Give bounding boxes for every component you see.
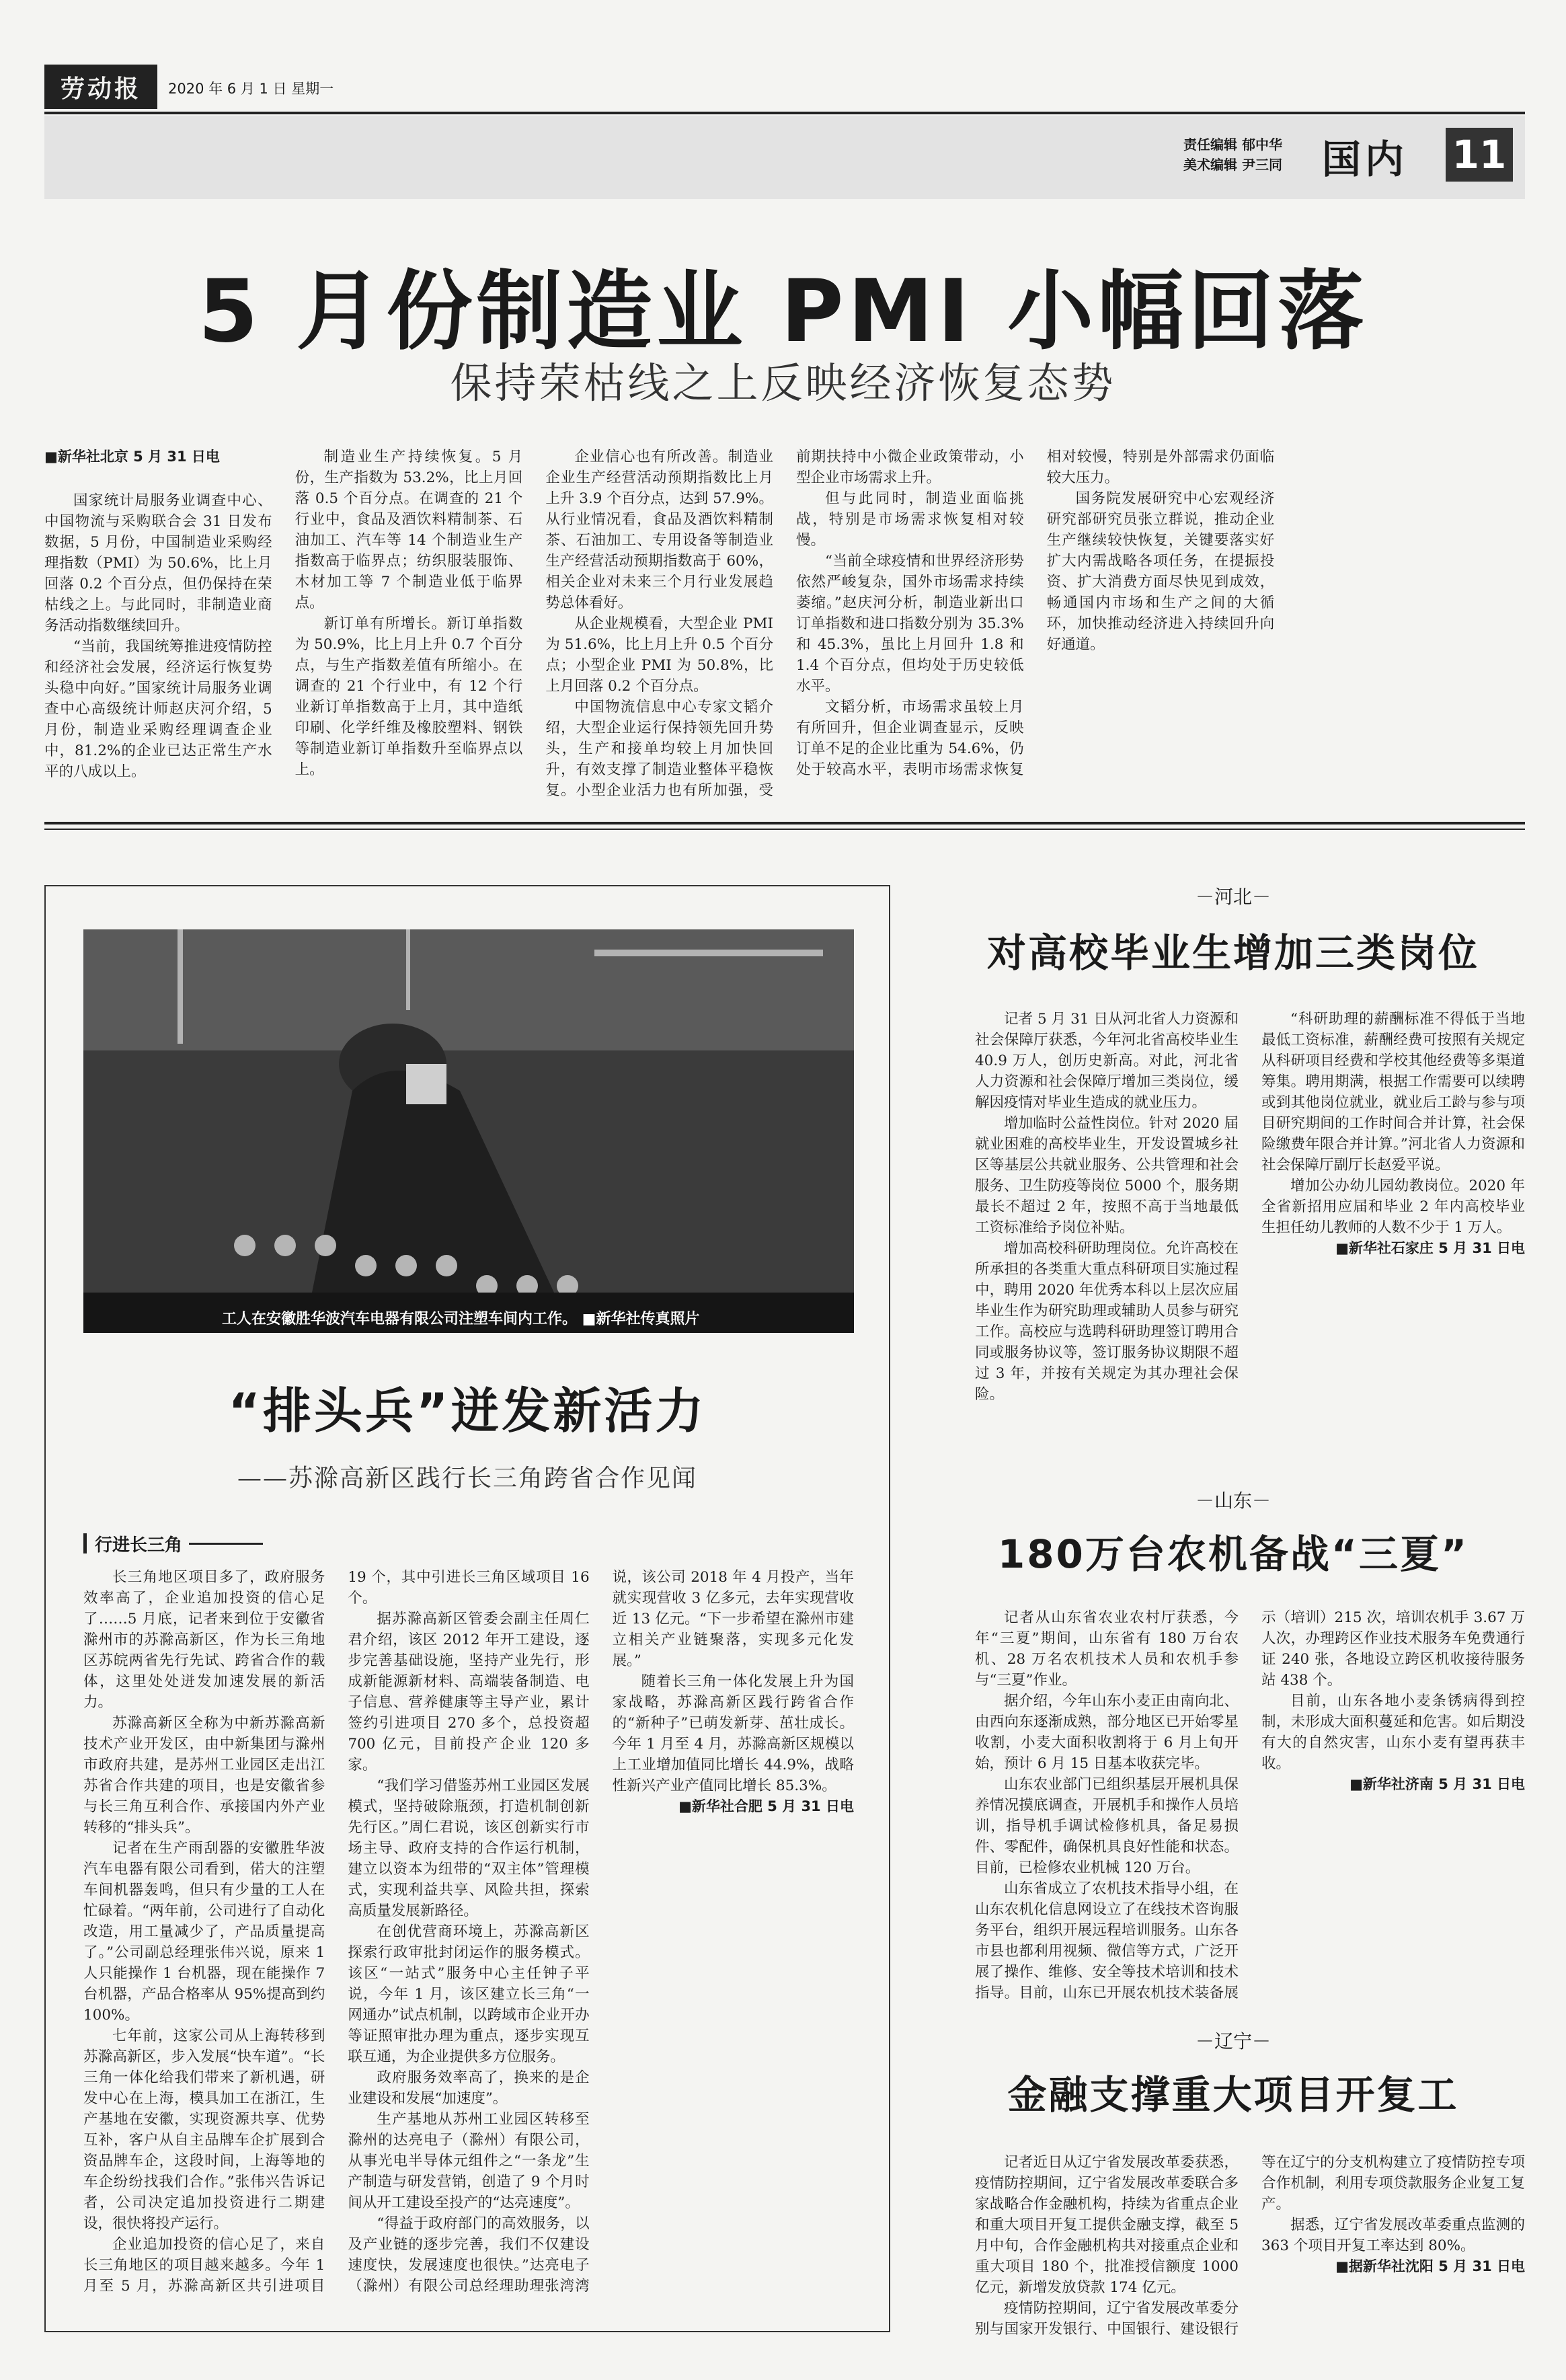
masthead-rule	[44, 112, 1525, 114]
feature-paragraph: 苏滁高新区全称为中新苏滁高新技术产业开发区，由中新集团与滁州市政府共建，是苏州工业园区走出江苏省合作共建的项目，也是安徽省参与长三角互利合作、承接国内外产业转移的“排头兵”。	[83, 1715, 325, 1836]
responsible-editor: 责任编辑 郁中华	[1183, 137, 1282, 153]
lead-article	[44, 447, 1525, 803]
hebei-paragraph: 记者 5 月 31 日从河北省人力资源和社会保障厅获悉，今年河北省高校毕业生 40.9 万人，创历史新高。对此，河北省人力资源和社会保障厅增加三类岗位，缓解因疫情对毕业生造成的就业压力。	[975, 1011, 1239, 1111]
feature-paragraph: 七年前，这家公司从上海转移到苏滁高新区，步入发展“快车道”。“长三角一体化给我们带来了新机遇，研发中心在上海，模具加工在浙江，生产基地在安徽，实现资源共享、优势互补，客户从自主品牌车企扩展到合资品牌车企，这段时间，上海等地的车企纷纷找我们合作。”张伟兴告诉记者，公司决定追加投资进行二期建设，很快将投产运行。	[83, 2028, 325, 2232]
shandong-dateline: ■新华社济南 5 月 31 日电	[1349, 1776, 1525, 1792]
lead-paragraph: 中国物流信息中心专家文韬介绍，大型企业运行保持领先回升势头，生产和接单均较上月加快回升，有效支撑了制造业整体平稳恢复。小型企业活力也有所加强，受前期扶持中小微企业政策带动，小型企业市场需求上升。	[545, 449, 1024, 799]
feature-paragraph: 政府服务效率高了，换来的是企业建设和发展“加速度”。	[348, 2069, 590, 2107]
lead-paragraph: 制造业生产持续恢复。5 月份，生产指数为 53.2%，比上月回落 0.5 个百分点。在调查的 21 个行业中，食品及酒饮料精制茶、石油加工、汽车等 14 个制造业生产指数高于临界点；纺织服装服饰、木材加工等 7 个制造业低于临界点。	[295, 449, 523, 611]
lead-headline: 5 月份制造业 PMI 小幅回落	[198, 262, 1368, 362]
art-editor: 美术编辑 尹三同	[1183, 157, 1282, 173]
feature-paragraph: 随着长三角一体化发展上升为国家战略，苏滁高新区践行跨省合作的“新种子”已萌发新芽、茁壮成长。今年 1 月至 4 月，苏滁高新区规模以上工业增加值同比增长 44.9%，战略性新兴产业产值同比增长 85.3%。	[612, 1673, 854, 1794]
feature-dateline: ■新华社合肥 5 月 31 日电	[678, 1798, 854, 1814]
tag-line	[189, 1543, 263, 1545]
shandong-article	[975, 1607, 1525, 2011]
liaoning-paragraph: 记者近日从辽宁省发展改革委获悉，疫情防控期间，辽宁省发展改革委联合多家战略合作金融机构，持续为省重点企业和重大项目开复工提供金融支撑，截至 5 月中旬，合作金融机构共对接重点企业和重大项目 180 个，批准授信额度 1000 亿元，新增发放贷款 174 亿元。	[975, 2154, 1239, 2296]
lead-paragraph: 企业信心也有所改善。制造业企业生产经营活动预期指数比上月上升 3.9 个百分点，达到 57.9%。从行业情况看，食品及酒饮料精制茶、石油加工、专用设备等制造业生产经营活动预期指数高于 60%，相关企业对未来三个月行业发展趋势总体看好。	[545, 449, 773, 611]
factory-worker-photo	[83, 929, 854, 1333]
region-label-hebei: －河北－	[1195, 886, 1271, 908]
liaoning-article	[975, 2152, 1525, 2354]
photo-illustration	[83, 929, 854, 1333]
shandong-paragraph: 目前，山东各地小麦条锈病得到控制，未形成大面积蔓延和危害。如后期没有大的自然灾害，山东小麦有望再获丰收。	[1261, 1693, 1525, 1772]
photo-caption: 工人在安徽胜华波汽车电器有限公司注塑车间内工作。 ■新华社传真照片	[222, 1311, 700, 1328]
shandong-paragraph: 记者从山东省农业农村厅获悉，今年“三夏”期间，山东省有 180 万台农机、28 万名农机技术人员和农机手参与“三夏”作业。	[975, 1609, 1239, 1689]
tag-bar	[83, 1533, 87, 1553]
liaoning-headline: 金融支撑重大项目开复工	[1007, 2072, 1459, 2118]
liaoning-paragraph: 疫情防控期间，辽宁省发展改革委分别与国家开发银行、中国银行、建设银行等在辽宁的分支机构建立了疫情防控专项合作机制，利用专项贷款服务企业复工复产。	[975, 2154, 1525, 2338]
shandong-paragraph: 山东省成立了农机技术指导小组，在山东农机化信息网设立了在线技术咨询服务平台，组织开展远程培训服务。山东各市县也都利用视频、微信等方式，广泛开展了操作、维修、安全等技术培训和技术指导。目前，山东已开展农机技术装备展示（培训）215 次，培训农机手 3.67 万人次，办理跨区作业技术服务车免费通行证 240 张，各地设立跨区机收接待服务站 438 个。	[975, 1609, 1525, 2001]
region-label-shandong: －山东－	[1195, 1490, 1271, 1512]
feature-article	[83, 1567, 854, 2307]
feature-paragraph: 企业追加投资的信心足了，来自长三角地区的项目越来越多。今年 1 月至 5 月，苏滁高新区共引进项目 19 个，其中引进长三角区域项目 16 个。	[83, 1569, 590, 2295]
lead-dateline: ■新华社北京 5 月 31 日电	[44, 449, 220, 465]
column-tag-label: 行进长三角	[95, 1535, 183, 1556]
lead-paragraph: 文韬分析，市场需求虽较上月有所回升，但企业调查显示，反映订单不足的企业比重为 54.6%，仍处于较高水平，表明市场需求恢复相对较慢，特别是外部需求仍面临较大压力。	[795, 449, 1275, 778]
liaoning-dateline: ■据新华社沈阳 5 月 31 日电	[1335, 2258, 1525, 2274]
region-label-liaoning: －辽宁－	[1195, 2030, 1271, 2052]
liaoning-paragraph: 据悉，辽宁省发展改革委重点监测的 363 个项目开复工率达到 80%。	[1261, 2217, 1525, 2254]
shandong-headline: 180万台农机备战“三夏”	[997, 1531, 1469, 1577]
hebei-dateline: ■新华社石家庄 5 月 31 日电	[1335, 1240, 1525, 1256]
page-number: 11	[1446, 128, 1513, 182]
section-divider-thin	[44, 829, 1525, 830]
hebei-article	[975, 1009, 1525, 1426]
lead-paragraph: “当前，我国统筹推进疫情防控和经济社会发展，经济运行恢复势头稳中向好。”国家统计局服务业调查中心高级统计师赵庆河介绍，5 月份，制造业采购经理调查企业中，81.2%的企业已达正常生产水平的八成以上。	[44, 638, 272, 780]
shandong-paragraph: 据介绍，今年山东小麦正由南向北、由西向东逐渐成熟，部分地区已开始零星收割，小麦大面积收割将于 6 月上旬开始，预计 6 月 15 日基本收获完毕。	[975, 1693, 1239, 1772]
feature-paragraph: “我们学习借鉴苏州工业园区发展模式，坚持破除瓶颈，打造机制创新先行区。”周仁君说，该区创新实行市场主导、政府支持的合作运行机制，建立以资本为纽带的“双主体”管理模式，实现利益共享、风险共担，探索高质量发展新路径。	[348, 1777, 590, 1919]
section-name: 国内	[1322, 137, 1409, 182]
lead-subhead: 保持荣枯线之上反映经济恢复态势	[450, 358, 1116, 408]
section-divider	[44, 822, 1525, 824]
shandong-paragraph: 山东农业部门已组织基层开展机具保养情况摸底调查，开展机手和操作人员培训，指导机手调试检修机具，备足易损件、零配件，确保机具良好性能和状态。目前，已检修农业机械 120 万台。	[975, 1776, 1239, 1876]
section-header-band	[44, 116, 1525, 199]
issue-date: 2020 年 6 月 1 日 星期一	[168, 81, 334, 97]
lead-paragraph: 但与此同时，制造业面临挑战，特别是市场需求恢复相对较慢。	[795, 490, 1024, 549]
lead-paragraph: 从企业规模看，大型企业 PMI 为 51.6%，比上月上升 0.5 个百分点；小型企业 PMI 为 50.8%，比上月回落 0.2 个百分点。	[545, 615, 773, 695]
hebei-paragraph: 增加高校科研助理岗位。允许高校在所承担的各类重大重点科研项目实施过程中，聘用 2020 年优秀本科以上层次应届毕业生作为研究助理或辅助人员参与研究工作。高校应与选聘科研助理签订聘用合同或服务协议等，签订服务协议期限不超过 3 年，并按有关规定为其办理社会保险。	[975, 1240, 1239, 1403]
feature-headline: “排头兵”迸发新活力	[228, 1383, 707, 1439]
hebei-headline: 对高校毕业生增加三类岗位	[986, 930, 1479, 976]
lead-paragraph: 新订单有所增长。新订单指数为 50.9%，比上月上升 0.7 个百分点，与生产指数差值有所缩小。在调查的 21 个行业中，有 12 个行业新订单指数高于上月，其中造纸印刷、化学纤维及橡胶塑料、钢铁等制造业新订单指数升至临界点以上。	[295, 615, 523, 778]
column-tag	[83, 1531, 292, 1556]
lead-paragraph: 国家统计局服务业调查中心、中国物流与采购联合会 31 日发布数据，5 月份，中国制造业采购经理指数（PMI）为 50.6%，比上月回落 0.2 个百分点，但仍保持在荣枯线之上。与此同时，非制造业商务活动指数继续回升。	[44, 492, 272, 634]
feature-paragraph: “得益于政府部门的高效服务，以及产业链的逐步完善，我们不仅建设速度快，发展速度也很快。”达亮电子（滁州）有限公司总经理助理张湾湾说，该公司 2018 年 4 月投产，当年就实现营收 3 亿多元，去年实现营收近 13 亿元。“下一步希望在滁州市建立相关产业链聚落，实现多元化发展。”	[348, 1569, 854, 2295]
feature-paragraph: 生产基地从苏州工业园区转移至滁州的达亮电子（滁州）有限公司，从事光电半导体元组件之“一条龙”生产制造与研发营销，创造了 9 个月时间从开工建设至投产的“达亮速度”。	[348, 2111, 590, 2211]
feature-paragraph: 长三角地区项目多了，政府服务效率高了，企业追加投资的信心足了……5 月底，记者来到位于安徽省滁州市的苏滁高新区，作为长三角地区苏皖两省先行先试、跨省合作的载体，这里处处迸发加速发展的新活力。	[83, 1569, 325, 1711]
hebei-paragraph: 增加临时公益性岗位。针对 2020 届就业困难的高校毕业生，开发设置城乡社区等基层公共就业服务、公共管理和社会服务、卫生防疫等岗位 5000 个，服务期最长不超过 2 年，按照不高于当地最低工资标准给予岗位补贴。	[975, 1115, 1239, 1236]
lead-paragraph: 国务院发展研究中心宏观经济研究部研究员张立群说，推动企业生产继续较快恢复，关键要落实好扩大内需战略各项任务，在提振投资、扩大消费方面尽快见到成效，畅通国内市场和生产之间的大循环，加快推动经济进入持续回升向好通道。	[1046, 490, 1275, 653]
feature-paragraph: 记者在生产雨刮器的安徽胜华波汽车电器有限公司看到，偌大的注塑车间机器轰鸣，但只有少量的工人在忙碌着。“两年前，公司进行了自动化改造，用工量减少了，产品质量提高了。”公司副总经理张伟兴说，原来 1 人只能操作 1 台机器，现在能操作 7 台机器，产品合格率从 95%提高到约 100%。	[83, 1840, 325, 2024]
newspaper-logo: 劳动报	[44, 65, 157, 109]
editor-credits	[1183, 135, 1282, 175]
feature-paragraph: 在创优营商环境上，苏滁高新区探索行政审批封闭运作的服务模式。该区“一站式”服务中心主任钟子平说，今年 1 月，该区建立长三角“一网通办”试点机制，以跨域市企业开办等证照审批办理为重点，逐步实现互联互通，为企业提供多方位服务。	[348, 1923, 590, 2065]
feature-paragraph: 据苏滁高新区管委会副主任周仁君介绍，该区 2012 年开工建设，逐步完善基础设施，坚持产业先行，形成新能源新材料、高端装备制造、电子信息、营养健康等主导产业，累计签约引进项目 270 多个，总投资超 700 亿元，目前投产企业 120 多家。	[348, 1611, 590, 1773]
feature-subhead: ——苏滁高新区践行长三角跨省合作见闻	[237, 1465, 697, 1492]
lead-paragraph: “当前全球疫情和世界经济形势依然严峻复杂，国外市场需求持续萎缩。”赵庆河分析，制造业新出口订单指数和进口指数分别为 35.3%和 45.3%，虽比上月回升 1.8 和 1.4 个百分点，但均处于历史较低水平。	[795, 553, 1024, 695]
hebei-paragraph: “科研助理的薪酬标准不得低于当地最低工资标准，薪酬经费可按照有关规定从科研项目经费和学校其他经费等多渠道筹集。聘用期满，根据工作需要可以续聘或到其他岗位就业，就业后工龄与参与项目研究期间的工作时间合并计算，社会保险缴费年限合并计算。”河北省人力资源和社会保障厅副厅长赵爱平说。	[1261, 1011, 1525, 1174]
hebei-paragraph: 增加公办幼儿园幼教岗位。2020 年全省新招用应届和毕业 2 年内高校毕业生担任幼儿教师的人数不少于 1 万人。	[1261, 1178, 1525, 1236]
